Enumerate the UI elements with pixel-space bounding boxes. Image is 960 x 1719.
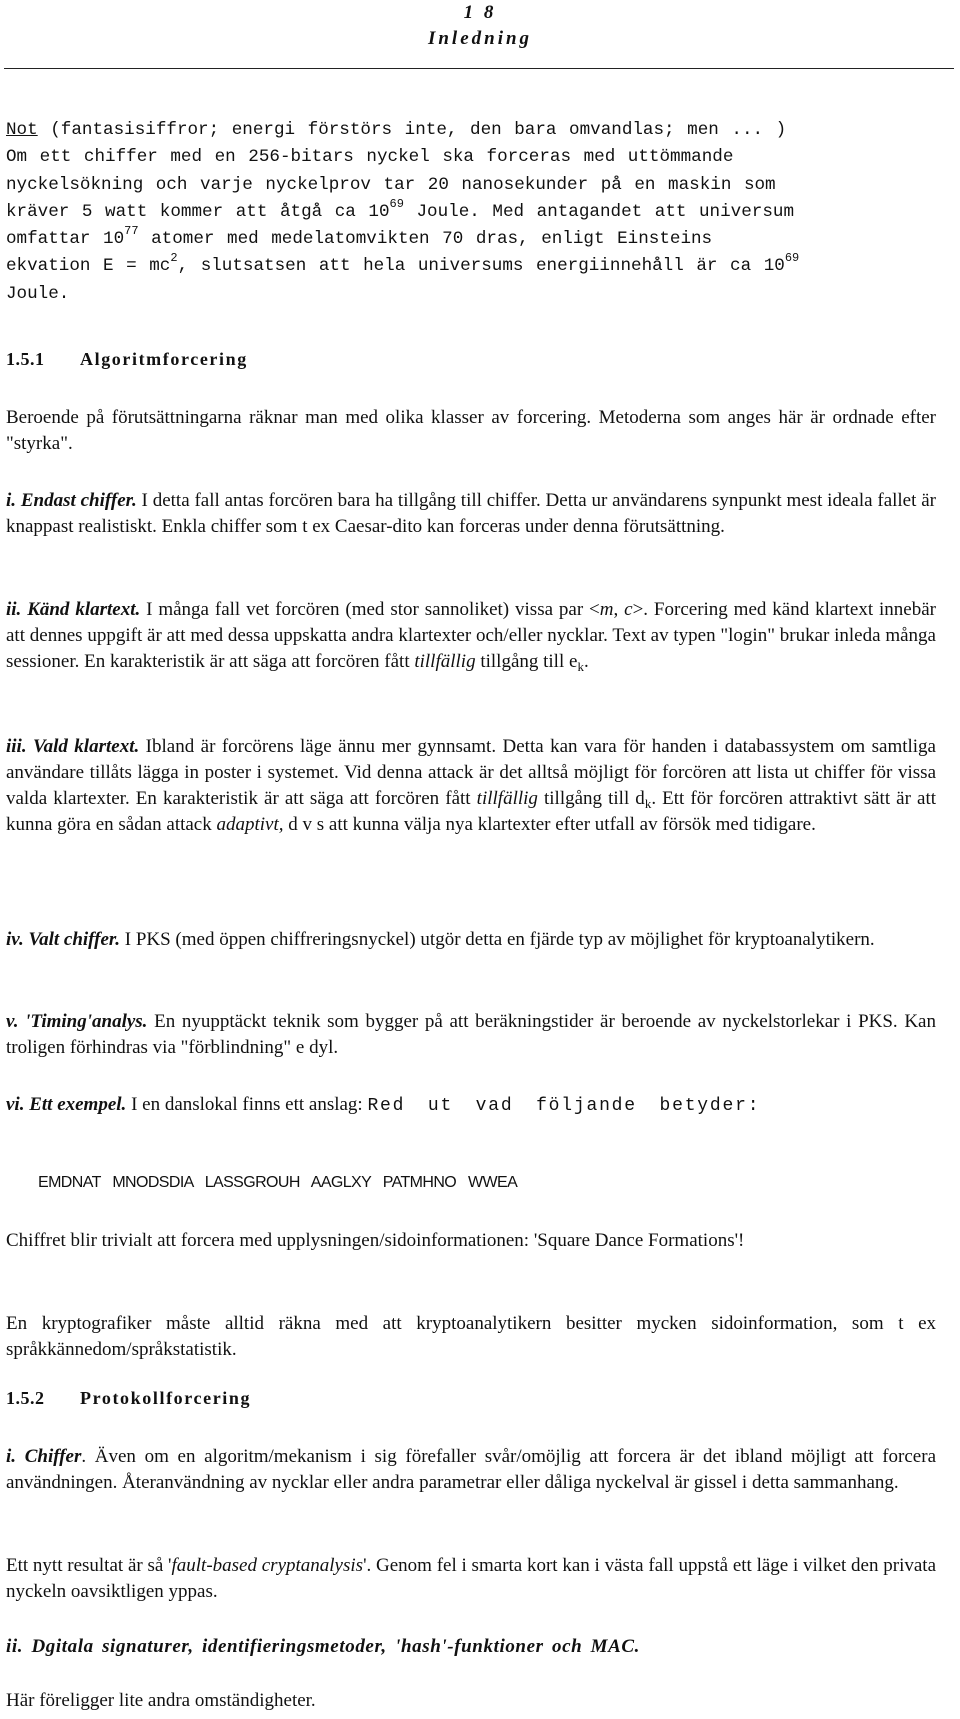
paragraph-152-i <box>6 1444 936 1496</box>
italic-term: fault-based cryptanalysis <box>171 1555 364 1576</box>
item-label: ii. Dgitala signaturer, identifieringsmetoder, 'hash'-funktioner och MAC. <box>6 1636 641 1657</box>
item-text: , <box>613 599 625 620</box>
section-title: Algoritmforcering <box>80 349 248 369</box>
item-text: . Ett för forcören attraktivt sätt är att kunna göra en sådan attack <box>6 788 937 835</box>
section-title: Protokollforcering <box>80 1388 252 1408</box>
item-text: . <box>583 651 589 672</box>
note-text: , slutsatsen att hela universums energiinnehåll är ca 10 <box>177 256 785 277</box>
item-text: tillgång till d <box>537 788 645 809</box>
item-text: tillgång till e <box>475 651 578 672</box>
paragraph-i <box>6 488 936 540</box>
item-label: ii. Känd klartext. <box>6 599 141 620</box>
item-text: . Även om en algoritm/mekanism i sig förefaller svår/omöjlig att forcera är det ibland möjligt att forcera användningen. Återanvändning av nycklar eller andra parametrar eller dåliga nyckelval är gissel i detta sammanhang. <box>6 1446 936 1493</box>
paragraph-iv <box>6 927 936 953</box>
item-label: i. Endast chiffer. <box>6 490 137 511</box>
section-heading-151 <box>6 349 936 370</box>
section-number: 1.5.2 <box>6 1388 45 1408</box>
paragraph-fault <box>6 1553 936 1605</box>
page-header <box>0 0 960 52</box>
italic-term: tillfällig <box>414 651 476 672</box>
note-text: atomer med medelatomvikten 70 dras, enligt Einsteins <box>138 229 713 250</box>
page-number: 1 8 <box>463 2 497 23</box>
exponent: 2 <box>170 251 178 266</box>
math-c: c <box>624 599 633 620</box>
note-line: nyckelsökning och varje nyckelprov tar 20 nanosekunder på en maskin som <box>6 174 776 195</box>
item-label: iii. Vald klartext. <box>6 736 140 757</box>
section-heading-152 <box>6 1388 936 1409</box>
note-label: Not <box>6 120 38 140</box>
item-text: I många fall vet forcören (med stor sannoliket) vissa par < <box>140 599 600 620</box>
note-block <box>6 117 936 308</box>
exponent: 69 <box>784 251 800 266</box>
intro-text: Beroende på förutsättningarna räknar man med olika klasser av forcering. Metoderna som anges här är ordnade efter "styrka". <box>6 407 936 454</box>
item-text: d v s att kunna välja nya klartexter efter utfall av försök med tidigare. <box>283 814 816 835</box>
item-label: i. Chiffer <box>6 1446 82 1467</box>
item-label: v. 'Timing'analys. <box>6 1011 148 1032</box>
item-text: En nyupptäckt teknik som bygger på att beräkningstider är beroende av nyckelstorlekar i PKS. Kan troligen förhindras via "förblindning" e dyl. <box>6 1011 936 1058</box>
exponent: 77 <box>124 224 139 239</box>
note-line: (fantasisiffror; energi förstörs inte, den bara omvandlas; men ... ) <box>37 120 787 140</box>
paragraph-vi <box>6 1092 936 1119</box>
note-text: omfattar 10 <box>6 229 125 250</box>
body-text: Ett nytt resultat är så ' <box>6 1555 172 1576</box>
paragraph-ii <box>6 597 936 675</box>
note-text: kräver 5 watt kommer att åtgå ca 10 <box>6 201 390 222</box>
note-line: Om ett chiffer med en 256-bitars nyckel ska forceras med uttömmande <box>6 147 734 168</box>
item-text: >. Forcering med känd klartext innebär att dennes uppgift är att med dessa uppskatta andra klartexter och/eller nycklar. Text av typen "login" brukar inleda många sessioner. En karakteristik är att säga att forcören fått <box>6 599 936 672</box>
paragraph-152-ii <box>6 1634 936 1660</box>
paragraph-iii <box>6 734 936 838</box>
cipher-line <box>38 1174 960 1192</box>
exponent: 69 <box>389 196 404 211</box>
subscript: k <box>644 796 652 811</box>
paragraph-chiffret <box>6 1228 936 1254</box>
paragraph-v <box>6 1009 936 1061</box>
math-m: m <box>599 599 614 620</box>
chapter-title: Inledning <box>427 28 533 49</box>
italic-term: adaptivt, <box>216 814 284 835</box>
item-text: I detta fall antas forcören bara ha tillgång till chiffer. Detta ur användarens synpunkt mest ideala fallet är knappast realistiskt. Enkla chiffer som t ex Caesar-dito kan forceras under denna förutsättning. <box>6 490 936 537</box>
item-text: I en danslokal finns ett anslag: <box>126 1094 368 1115</box>
paragraph-152-ii-text <box>6 1688 936 1714</box>
item-text: I PKS (med öppen chiffreringsnyckel) utgör detta en fjärde typ av möjlighet för kryptoanalytikern. <box>120 929 875 950</box>
cipher-text: EMDNAT MNODSDIA LASSGROUH AAGLXY PATMHNO WWEA <box>38 1174 518 1191</box>
note-text: ekvation E = mc <box>6 256 171 277</box>
subscript: k <box>577 659 584 674</box>
section-number: 1.5.1 <box>6 349 45 369</box>
notice-text: Red ut vad följande betyder: <box>367 1096 761 1116</box>
italic-term: tillfällig <box>476 788 538 809</box>
header-rule <box>4 68 954 69</box>
body-text: '. Genom fel i smarta kort kan i västa fall uppstå ett läge i vilket den privata nyckeln oavsiktligen yppas. <box>6 1555 937 1602</box>
item-label: vi. Ett exempel. <box>6 1094 127 1115</box>
note-line: Joule. <box>6 283 70 304</box>
paragraph-intro <box>6 405 936 457</box>
body-text: Här föreligger lite andra omständigheter. <box>6 1690 316 1711</box>
body-text: Chiffret blir trivialt att forcera med upplysningen/sidoinformationen: 'Square Dance Formations'! <box>6 1230 745 1251</box>
item-text: Ibland är forcörens läge ännu mer gynnsamt. Detta kan vara för handen i databassystem om samtliga användare tillåts lägga in poster i systemet. Vid denna attack är det alltså möjligt för forcören att lista ut chiffer för vissa valda klartexter. En karakteristik är att säga att forcören fått <box>6 736 936 809</box>
note-text: Joule. Med antagandet att universum <box>403 201 795 222</box>
paragraph-kryptografiker <box>6 1311 936 1363</box>
body-text: En kryptografiker måste alltid räkna med att kryptoanalytikern besitter mycken sidoinformation, som t ex språkkännedom/språkstatistik. <box>6 1313 936 1360</box>
item-label: iv. Valt chiffer. <box>6 929 120 950</box>
